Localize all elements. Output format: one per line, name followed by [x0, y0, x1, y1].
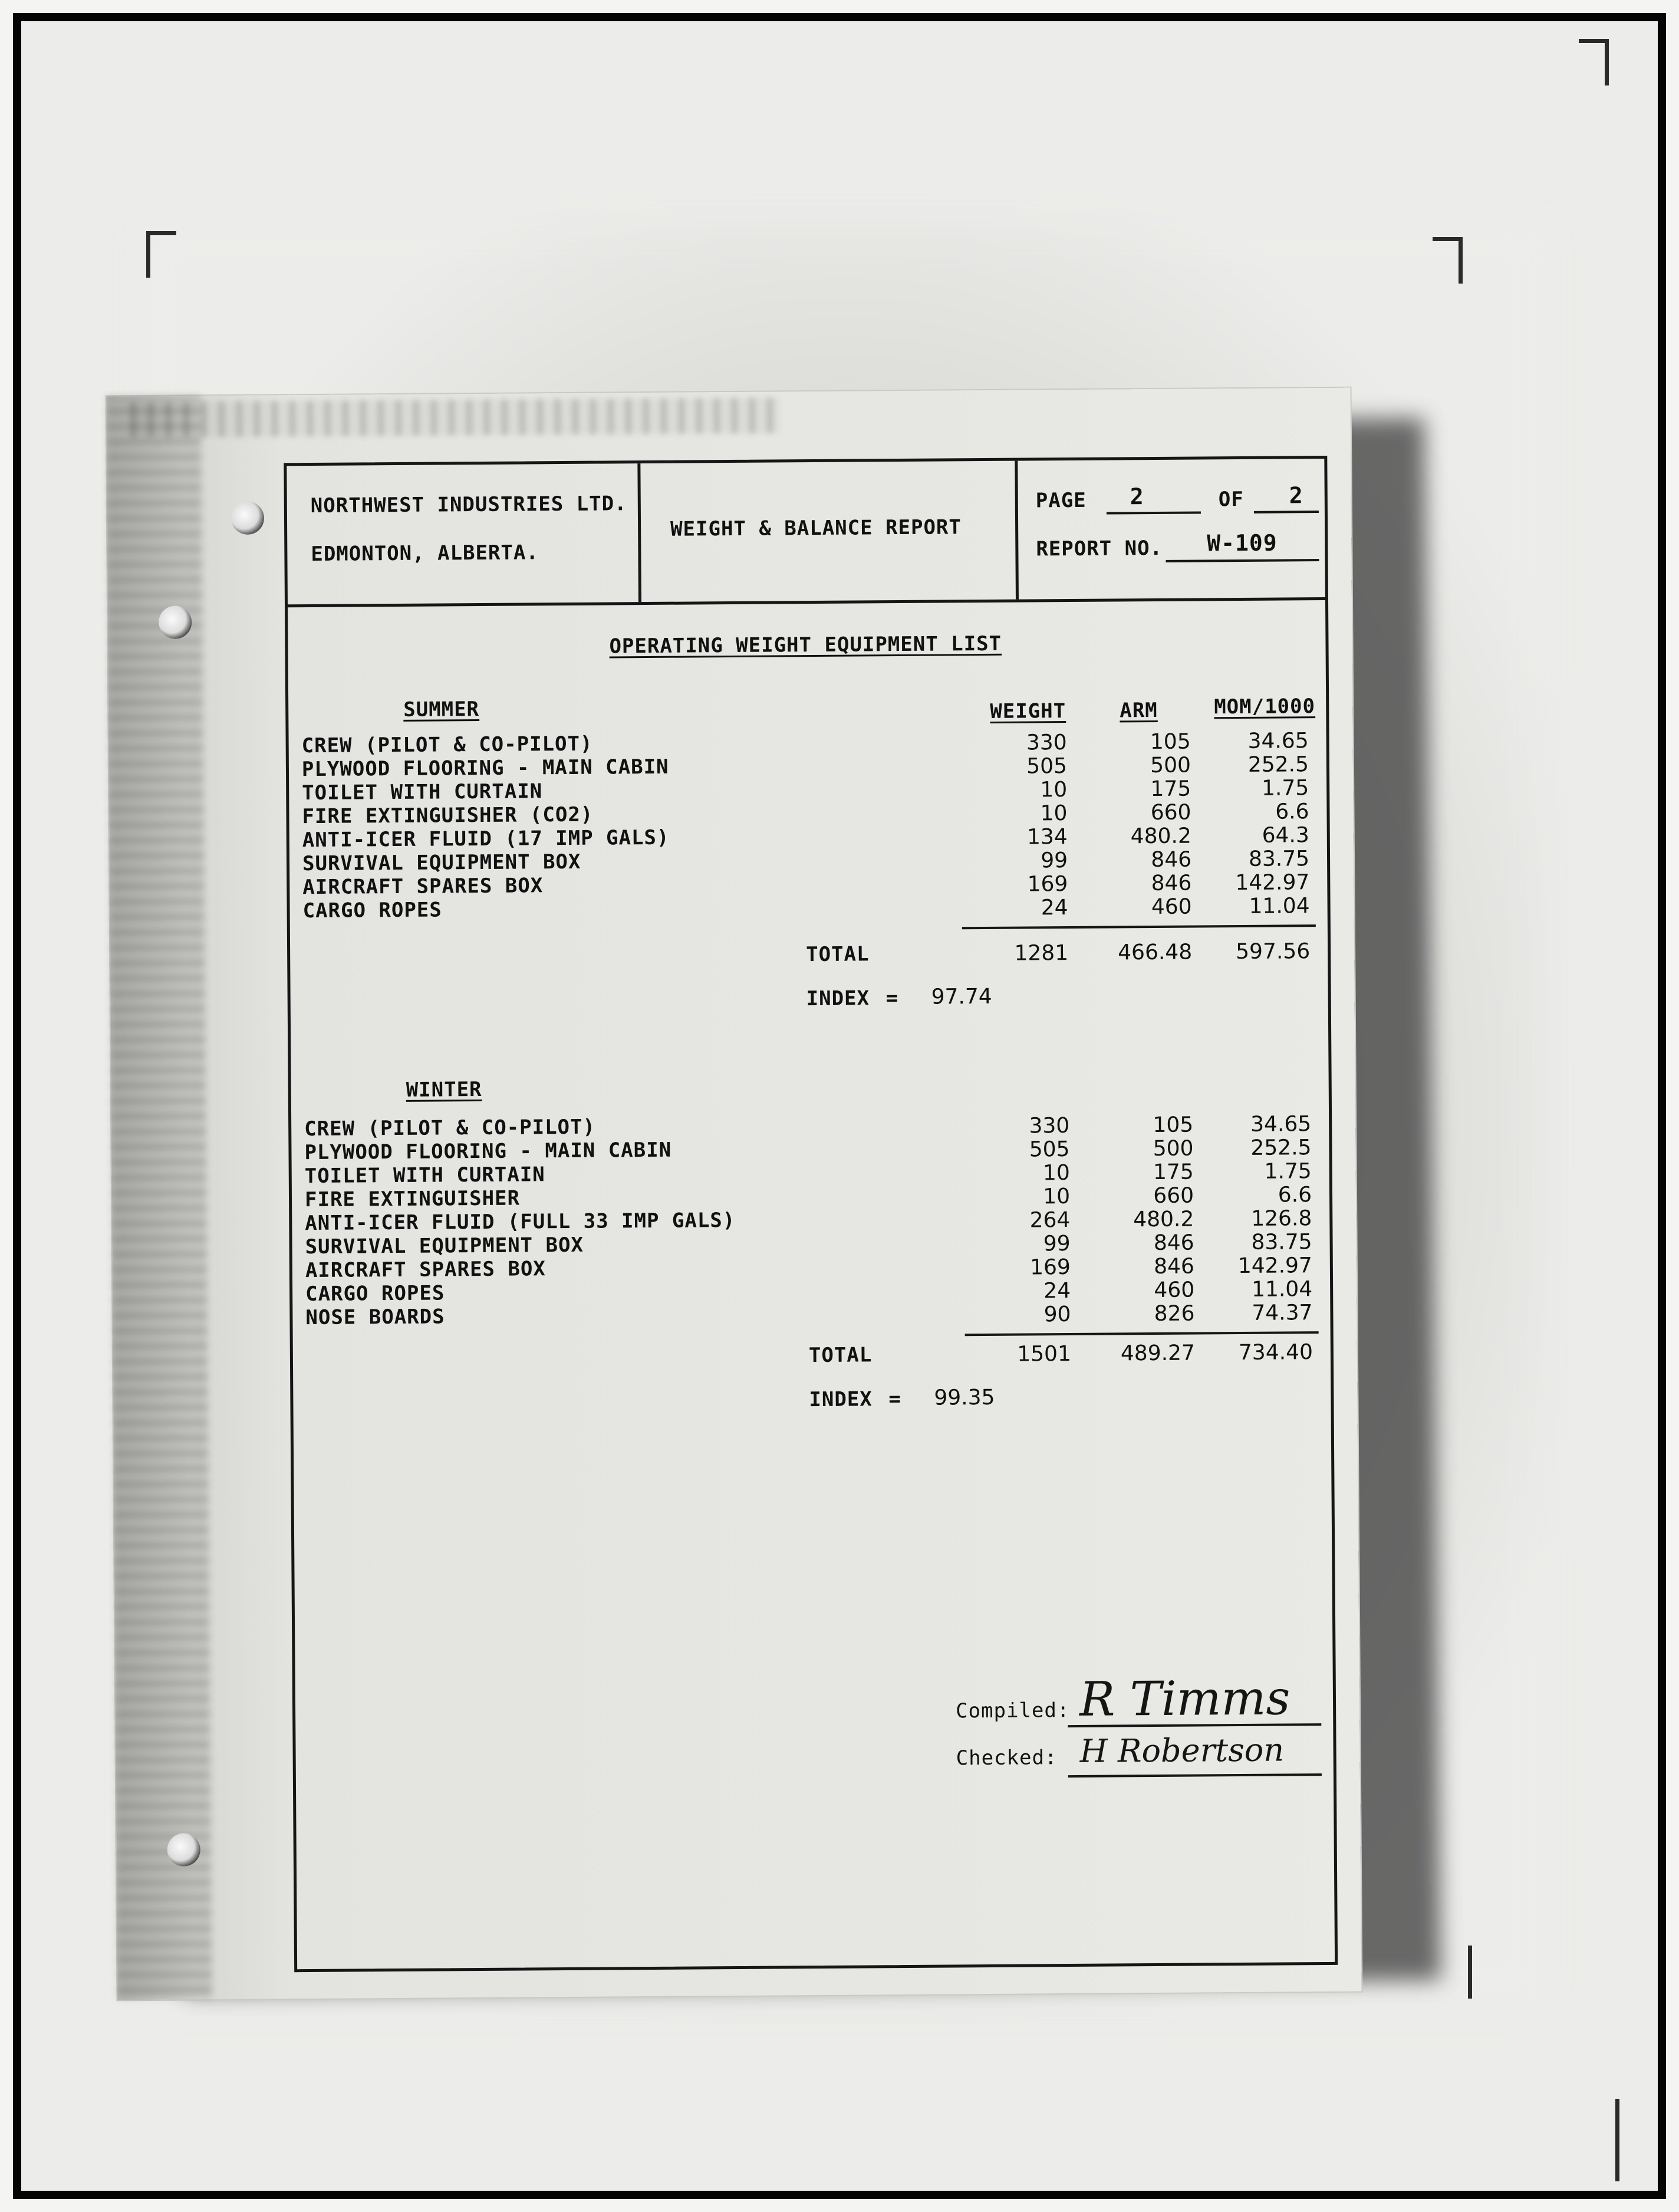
- list-title: OPERATING WEIGHT EQUIPMENT LIST: [609, 631, 1002, 659]
- summer-item-moment: 83.75: [1248, 847, 1310, 871]
- summer-item-arm: 175: [1150, 776, 1191, 802]
- summer-item-label: SURVIVAL EQUIPMENT BOX: [302, 850, 581, 876]
- winter-total-label: TOTAL: [808, 1343, 873, 1368]
- winter-item-weight: 10: [1042, 1161, 1070, 1186]
- summer-item-moment: 142.97: [1235, 870, 1310, 896]
- summer-item-arm: 846: [1151, 847, 1192, 873]
- summer-total-moment: 597.56: [1236, 939, 1311, 965]
- winter-index-equals: =: [888, 1387, 902, 1411]
- winter-index-label: INDEX: [809, 1387, 873, 1412]
- winter-item-weight: 264: [1029, 1208, 1071, 1233]
- page-info-block: [1018, 459, 1325, 600]
- summer-item-arm: 480.2: [1130, 824, 1191, 849]
- winter-item-moment: 126.8: [1251, 1206, 1312, 1231]
- punch-hole: [159, 605, 192, 638]
- summer-heading: SUMMER: [403, 697, 480, 722]
- summer-item-weight: 99: [1041, 848, 1068, 873]
- winter-item-label: NOSE BOARDS: [305, 1305, 445, 1330]
- company-location: EDMONTON, ALBERTA.: [311, 541, 539, 566]
- summer-item-label: TOILET WITH CURTAIN: [302, 779, 543, 805]
- checked-signature: H Robertson: [1079, 1731, 1285, 1770]
- company-block: [287, 463, 641, 604]
- summer-item-label: PLYWOOD FLOORING - MAIN CABIN: [301, 755, 669, 782]
- winter-item-arm: 660: [1153, 1183, 1194, 1209]
- winter-item-moment: 252.5: [1250, 1135, 1312, 1160]
- winter-total-weight: 1501: [1017, 1342, 1072, 1367]
- page-number-line: [1107, 511, 1201, 514]
- crop-mark-top-left: [146, 231, 176, 278]
- summer-item-arm: 500: [1150, 753, 1191, 778]
- winter-item-arm: 105: [1153, 1112, 1194, 1138]
- winter-item-label: PLYWOOD FLOORING - MAIN CABIN: [304, 1138, 672, 1165]
- weight-column-header: WEIGHT: [990, 699, 1066, 723]
- summer-item-moment: 6.6: [1275, 799, 1309, 824]
- page-total: 2: [1289, 482, 1303, 509]
- winter-item-label: ANTI-ICER FLUID (FULL 33 IMP GALS): [305, 1208, 736, 1236]
- summer-item-weight: 10: [1040, 778, 1068, 802]
- report-no-label: REPORT NO.: [1036, 536, 1163, 561]
- summer-item-moment: 252.5: [1247, 752, 1309, 777]
- report-no-value: W-109: [1207, 529, 1278, 557]
- crop-mark-top-right: [1433, 237, 1463, 284]
- summer-item-arm: 460: [1151, 894, 1192, 920]
- summer-index-value: 97.74: [931, 984, 992, 1009]
- summer-item-weight: 505: [1026, 754, 1068, 779]
- summer-total-rule: [962, 924, 1316, 929]
- winter-item-label: TOILET WITH CURTAIN: [304, 1163, 545, 1189]
- winter-item-arm: 846: [1154, 1254, 1195, 1279]
- winter-item-moment: 74.37: [1252, 1301, 1313, 1325]
- winter-item-weight: 99: [1043, 1232, 1071, 1256]
- winter-total-moment: 734.40: [1238, 1340, 1313, 1365]
- company-name: NORTHWEST INDUSTRIES LTD.: [310, 492, 627, 518]
- compiled-label: Compiled:: [955, 1698, 1070, 1723]
- winter-total-rule: [965, 1331, 1319, 1336]
- punch-hole: [231, 502, 264, 535]
- summer-item-label: CREW (PILOT & CO-PILOT): [301, 732, 593, 758]
- of-label: OF: [1218, 487, 1244, 512]
- page-top-stain: [130, 397, 779, 437]
- crop-mark-outer-bottom: [1604, 2099, 1619, 2181]
- winter-item-moment: 34.65: [1250, 1112, 1312, 1137]
- compiled-signature: R Timms: [1079, 1670, 1290, 1727]
- document-page: [107, 388, 1362, 2000]
- summer-index-equals: =: [885, 986, 899, 1010]
- report-form: [284, 456, 1338, 1972]
- summer-item-label: FIRE EXTINGUISHER (CO2): [302, 802, 594, 829]
- winter-item-arm: 500: [1153, 1136, 1194, 1161]
- summer-item-moment: 11.04: [1249, 894, 1310, 919]
- page-total-line: [1254, 511, 1319, 514]
- checked-label: Checked:: [956, 1746, 1058, 1770]
- winter-item-weight: 505: [1029, 1137, 1070, 1162]
- summer-item-arm: 105: [1150, 729, 1191, 755]
- winter-item-arm: 175: [1153, 1160, 1194, 1185]
- summer-total-weight: 1281: [1014, 941, 1069, 966]
- page-number: 2: [1130, 483, 1144, 510]
- summer-item-moment: 1.75: [1261, 776, 1309, 801]
- summer-item-label: CARGO ROPES: [302, 898, 442, 923]
- winter-item-label: SURVIVAL EQUIPMENT BOX: [305, 1233, 584, 1259]
- summer-item-label: ANTI-ICER FLUID (17 IMP GALS): [302, 825, 670, 852]
- summer-index-label: INDEX: [806, 986, 870, 1011]
- winter-item-weight: 169: [1030, 1255, 1071, 1280]
- winter-item-weight: 330: [1029, 1114, 1070, 1138]
- winter-item-weight: 90: [1043, 1302, 1071, 1327]
- winter-item-label: CARGO ROPES: [305, 1281, 445, 1306]
- report-no-line: [1166, 559, 1319, 562]
- page-label: PAGE: [1035, 488, 1087, 513]
- winter-item-label: CREW (PILOT & CO-PILOT): [304, 1115, 596, 1141]
- winter-item-moment: 11.04: [1251, 1277, 1313, 1302]
- summer-item-weight: 24: [1041, 896, 1068, 920]
- moment-column-header: MOM/1000: [1214, 694, 1316, 719]
- summer-item-weight: 330: [1026, 730, 1067, 755]
- winter-item-arm: 480.2: [1133, 1207, 1194, 1232]
- punch-hole: [167, 1833, 200, 1866]
- winter-item-moment: 6.6: [1278, 1183, 1312, 1207]
- winter-heading: WINTER: [406, 1077, 482, 1102]
- winter-item-moment: 142.97: [1237, 1253, 1313, 1279]
- winter-item-label: FIRE EXTINGUISHER: [304, 1186, 521, 1212]
- summer-item-label: AIRCRAFT SPARES BOX: [302, 874, 544, 900]
- arm-column-header: ARM: [1120, 698, 1158, 723]
- report-title-block: [640, 461, 1019, 602]
- page-edge-stain: [107, 396, 212, 2000]
- crop-mark-outer-top-right: [1579, 39, 1609, 85]
- winter-total-arm: 489.27: [1120, 1341, 1196, 1366]
- winter-item-label: AIRCRAFT SPARES BOX: [305, 1257, 546, 1283]
- summer-total-arm: 466.48: [1118, 940, 1193, 965]
- winter-item-arm: 826: [1154, 1301, 1195, 1326]
- checked-signature-line: [1068, 1773, 1322, 1778]
- summer-item-weight: 10: [1040, 801, 1068, 826]
- crop-mark-bottom: [1456, 1946, 1472, 1999]
- winter-item-moment: 1.75: [1264, 1159, 1312, 1184]
- summer-item-weight: 169: [1027, 872, 1068, 897]
- summer-item-arm: 846: [1151, 871, 1192, 896]
- summer-item-moment: 64.3: [1262, 823, 1309, 848]
- winter-item-arm: 460: [1154, 1278, 1195, 1303]
- winter-item-moment: 83.75: [1251, 1230, 1312, 1255]
- form-header: [287, 459, 1325, 607]
- winter-item-weight: 24: [1043, 1279, 1071, 1304]
- winter-index-value: 99.35: [934, 1385, 995, 1410]
- summer-item-weight: 134: [1026, 825, 1068, 850]
- winter-item-weight: 10: [1043, 1184, 1071, 1209]
- summer-item-arm: 660: [1150, 800, 1191, 825]
- report-title: WEIGHT & BALANCE REPORT: [670, 515, 962, 541]
- winter-item-arm: 846: [1153, 1230, 1194, 1256]
- summer-item-moment: 34.65: [1247, 729, 1309, 753]
- summer-total-label: TOTAL: [806, 942, 870, 967]
